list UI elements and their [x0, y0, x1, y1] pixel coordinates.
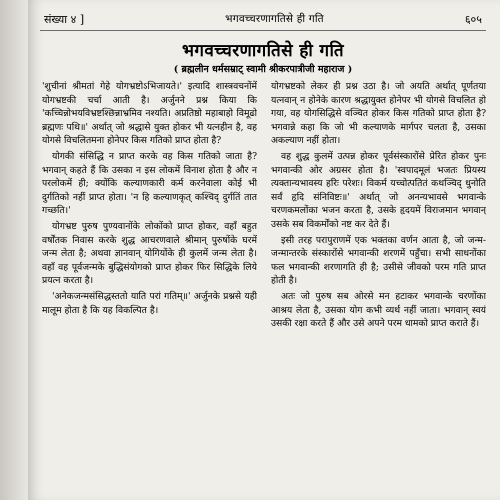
paragraph: योगभ्रष्टको लेकर ही प्रश्न उठा है। जो अयति अर्थात् पूर्णतया यत्नवान् न होनेके कारण श्रद्धायुक्त होनेपर भी योगसे विचलित हो गया, वह योगसिद्धिसे वञ्चित होकर किस गतिको प्राप्त होता है? भगवान्ने कहा कि जो भी कल्याणके मार्गपर चलता है, उसका अकल्याण नहीं होता। [271, 81, 486, 147]
paragraph: अतः जो पुरुष सब ओरसे मन हटाकर भगवान्के चरणोंका आश्रय लेता है, उसका योग कभी व्यर्थ नहीं जाता। भगवान् स्वयं उसकी रक्षा करते हैं और उसे अपने परम धामको प्राप्त कराते हैं। [271, 290, 486, 330]
right-column [271, 80, 486, 496]
running-title: भगवच्चरणागतिसे ही गति [225, 13, 324, 25]
issue-number: संख्या ४ ] [44, 12, 85, 26]
running-header [40, 8, 486, 31]
paragraph: योगभ्रष्ट पुरुष पुण्यवानोंके लोकोंको प्राप्त होकर, वहाँ बहुत वर्षोंतक निवास करके शुद्ध आचरणवाले श्रीमान् पुरुषोंके घरमें जन्म लेता है; अथवा ज्ञानवान् योगियोंके ही कुलमें जन्म लेता है। वहाँ वह पूर्वजन्मके बुद्धिसंयोगको प्राप्त होकर फिर सिद्धिके लिये प्रयत्न करता है। [42, 220, 257, 287]
article-body [42, 80, 486, 496]
book-spine [0, 0, 28, 500]
paragraph: इसी तरह परापुराणमें एक भक्तका वर्णन आता है, जो जन्म-जन्मान्तरके संस्कारोंसे भगवान्की शरणमें पहुँचा। सभी साधनोंका फल भगवान्की शरणागति ही है; उसीसे जीवको परम गति प्राप्त होती है। [271, 234, 486, 287]
page-number: ६०५ [464, 12, 482, 26]
paragraph: 'अनेकजन्मसंसिद्धस्ततो याति परां गतिम्॥' अर्जुनके प्रश्नसे यही मालूम होता है कि यह विकल्पित है। [42, 290, 257, 316]
paragraph: 'शुचीनां श्रीमतां गेहे योगभ्रष्टोऽभिजायते।' इत्यादि शास्त्रवचनोंमें योगभ्रष्टकी चर्चा आती है। अर्जुनने प्रश्न किया कि 'कच्चिन्नोभयविभ्रष्टश्छिन्नाभ्रमिव नश्यति। अप्रतिष्ठो महाबाहो विमूढो ब्रह्मणः पथि॥' अर्थात् जो श्रद्धासे युक्त होकर भी यत्नहीन है, वह योगसे विचलितमना होनेपर किस गतिको प्राप्त होता है? [42, 81, 257, 147]
article-title: भगवच्चरणागतिसे ही गति [182, 41, 344, 61]
article-author: ( ब्रह्मलीन धर्मसम्राट् स्वामी श्रीकरपात्रीजी महाराज ) [173, 64, 353, 75]
paragraph: योगकी संसिद्धि न प्राप्त करके वह किस गतिको जाता है? भगवान् कहते हैं कि उसका न इस लोकमें विनाश होता है और न परलोकमें ही; क्योंकि कल्याणकारी कर्म करनेवाला कोई भी दुर्गतिको नहीं प्राप्त होता। 'न हि कल्याणकृत् कश्चिद् दुर्गतिं तात गच्छति।' [42, 150, 257, 217]
paragraph: वह शुद्ध कुलमें उत्पन्न होकर पूर्वसंस्कारोंसे प्रेरित होकर पुनः भगवान्की ओर अग्रसर होता है। 'स्वपादमूलं भजतः प्रियस्य त्यक्तान्यभावस्य हरिः परेशः। विकर्म यच्चोत्पतितं कथञ्चिद् धुनोति सर्वं हृदि संनिविष्टः॥' अर्थात् जो अनन्यभावसे भगवान्के चरणकमलोंका भजन करता है, उसके हृदयमें विराजमान भगवान् उसके सब विकर्मोंको नष्ट कर देते हैं। [271, 150, 486, 230]
left-column [42, 80, 257, 496]
